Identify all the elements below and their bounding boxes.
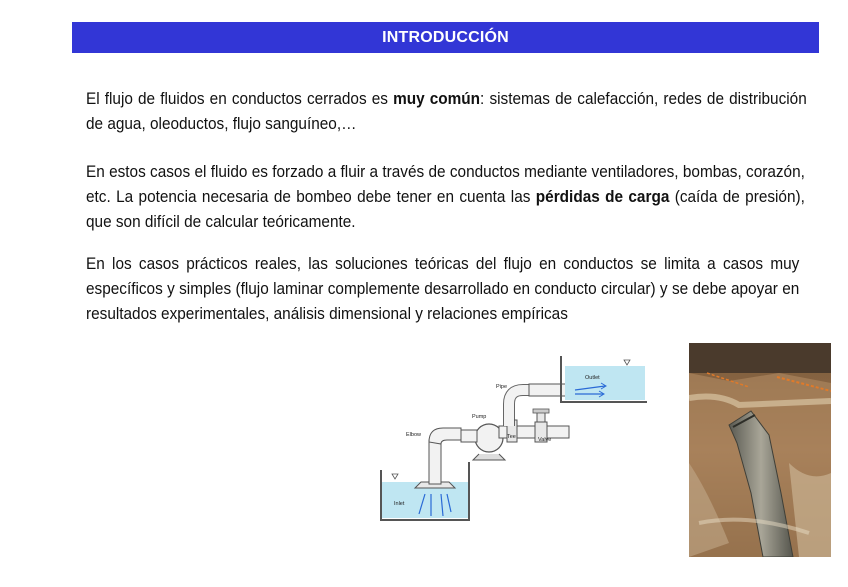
valve-handle (533, 409, 549, 413)
valve-stem (537, 412, 545, 422)
pipe-system-diagram (375, 352, 650, 527)
pipeline-trench-photo (689, 343, 831, 557)
paragraph-2 (86, 160, 805, 235)
section-title: INTRODUCCIÓN (382, 28, 509, 46)
paragraph-text: El flujo de fluidos en conductos cerrados es (86, 90, 394, 108)
label-pump: Pump (472, 414, 487, 420)
label-tee: Tee (507, 434, 516, 440)
paragraph-text: : sistemas de calefacción, redes de distribución de agua, oleoductos, flujo sanguíneo,… (86, 90, 807, 133)
paragraph-text: (caída de presión), que son difícil de calcular teóricamente. (86, 188, 805, 231)
paragraph-text: En estos casos el fluido es forzado a fluir a través de conductos mediante ventiladores, bombas, corazón, etc. La potencia necesaria de bombeo debe tener en cuenta las (86, 163, 805, 206)
label-pipe: Pipe (496, 384, 508, 390)
label-outlet: Outlet (585, 375, 600, 381)
suction-pipe (429, 440, 441, 484)
water-level-icon (624, 360, 630, 365)
label-valve: Valve (538, 437, 552, 443)
elbow-fitting (429, 428, 461, 444)
label-inlet: Inlet (394, 501, 405, 507)
section-header (72, 22, 819, 53)
paragraph-text: En los casos prácticos reales, las soluciones teóricas del flujo en conductos se limita a casos muy específicos y simples (flujo laminar complemente desarrollado en conducto circular) y se debe apoyar en resultados experimentales, análisis dimensional y relaciones empíricas (86, 255, 800, 323)
trench-top (689, 343, 831, 373)
water-level-icon (392, 474, 398, 479)
paragraph-3 (86, 252, 799, 327)
upper-pipe (529, 384, 571, 396)
upper-tank-water (565, 366, 645, 400)
paragraph-1 (86, 87, 807, 137)
emphasized-text: pérdidas de carga (535, 188, 670, 206)
pump-base (473, 454, 505, 460)
emphasized-text: muy común (393, 90, 481, 108)
label-elbow: Elbow (406, 432, 421, 438)
pump-inlet (461, 430, 477, 442)
